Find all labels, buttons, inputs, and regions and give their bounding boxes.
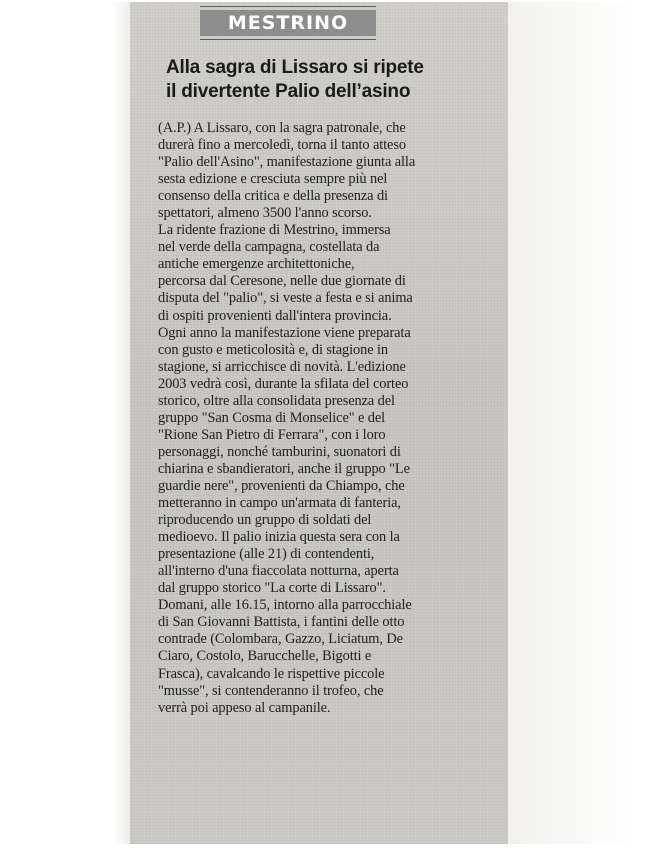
article-line: di San Giovanni Battista, i fantini delle otto [158, 614, 405, 631]
article-line: di ospiti provenienti dall'intera provincia. [158, 307, 392, 324]
article-line: (A.P.) A Lissaro, con la sagra patronale, che [158, 120, 406, 136]
article-line: Ogni anno la manifestazione viene preparata [158, 324, 411, 341]
section-label: MESTRINO [227, 12, 349, 34]
article-line: chiarina e sbandieratori, anche il gruppo "Le [158, 460, 410, 477]
article-line: metteranno in campo un'armata di fanteria, [158, 495, 401, 512]
article-line: percorsa dal Ceresone, nelle due giornate di [158, 273, 406, 290]
article-line: gruppo "San Cosma di Monselice" e del [158, 409, 386, 426]
scan-bleed-right [508, 2, 652, 844]
article-line: durerà fino a mercoledì, torna il tanto atteso [158, 137, 406, 154]
article-line: consenso della critica e della presenza di [158, 188, 388, 205]
article-line: verrà poi appeso al campanile. [158, 699, 331, 716]
article-line: "musse", si contenderanno il trofeo, che [158, 682, 384, 699]
article-line: contrade (Colombara, Gazzo, Liciatum, De [158, 631, 403, 648]
article-line: antiche emergenze architettoniche, [158, 256, 355, 273]
article-line: "Palio dell'Asino", manifestazione giunta alla [158, 154, 416, 171]
article-line: all'interno d'una fiaccolata notturna, aperta [158, 563, 399, 580]
article-line: Domani, alle 16.15, intorno alla parrocchiale [158, 597, 412, 614]
section-banner [200, 10, 376, 36]
article-line: sesta edizione e cresciuta sempre più nel [158, 171, 388, 188]
article-line: dal gruppo storico "La corte di Lissaro". [158, 580, 386, 597]
scan-edge-left [112, 2, 130, 844]
article-line: Frasca), cavalcando le rispettive piccole [158, 665, 385, 682]
article-line: spettatori, almeno 3500 l'anno scorso. [158, 205, 372, 222]
article-line: con gusto e meticolosità e, di stagione in [158, 341, 388, 358]
article-line: storico, oltre alla consolidata presenza del [158, 392, 395, 409]
article-line: riproducendo un gruppo di soldati del [158, 512, 372, 529]
headline-line: Alla sagra di Lissaro si ripete [166, 57, 424, 78]
article-line: La ridente frazione di Mestrino, immersa [158, 222, 391, 239]
article-line: 2003 vedrà così, durante la sfilata del corteo [158, 375, 409, 392]
section-rule-top [200, 6, 376, 7]
article-line: stagione, si arricchisce di novità. L'edizione [158, 358, 406, 375]
article-line: presentazione (alle 21) di contendenti, [158, 546, 375, 563]
article-headline [166, 56, 486, 104]
article-line: Ciaro, Costolo, Barucchelle, Bigotti e [158, 648, 372, 665]
article-line: "Rione San Pietro di Ferrara", con i loro [158, 426, 386, 443]
article-body [158, 120, 503, 717]
headline-line: il divertente Palio dell’asino [166, 81, 411, 102]
article-line: medioevo. Il palio inizia questa sera con la [158, 529, 400, 546]
article-line: disputa del "palio", si veste a festa e si anima [158, 290, 413, 307]
article-line: personaggi, nonché tamburini, suonatori di [158, 443, 401, 460]
article-line: nel verde della campagna, costellata da [158, 239, 380, 256]
article-line: guardie nere", provenienti da Chiampo, che [158, 477, 405, 494]
newspaper-clipping [130, 2, 508, 844]
section-rule-bottom [200, 39, 376, 40]
